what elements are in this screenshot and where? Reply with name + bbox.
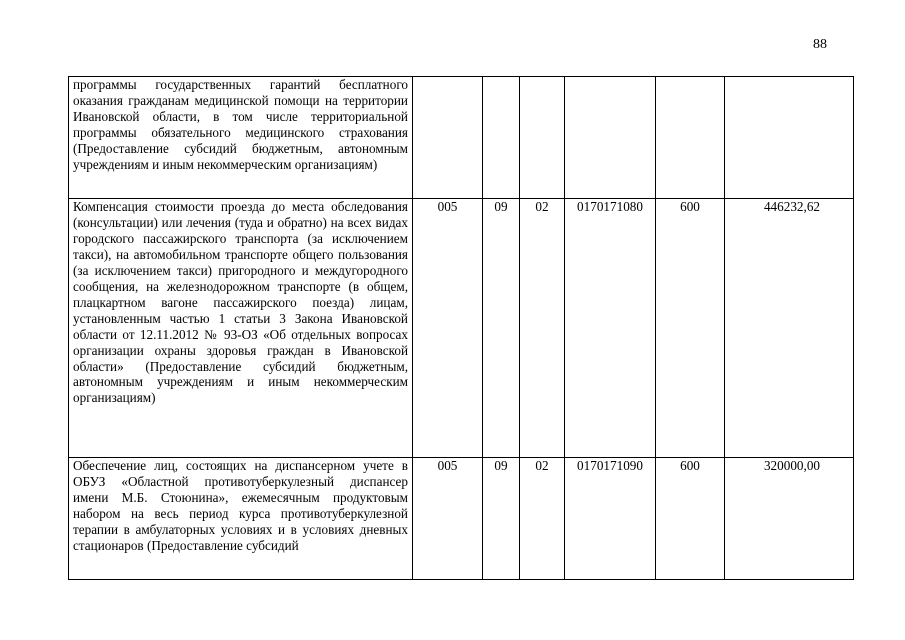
- budget-table: [68, 76, 854, 580]
- target-article-code: [565, 77, 656, 199]
- section-code: 09: [483, 458, 520, 580]
- expense-type-code: 600: [656, 199, 725, 458]
- table-row: [69, 77, 854, 199]
- section-code: 09: [483, 199, 520, 458]
- target-article-code: 0170171090: [565, 458, 656, 580]
- ministry-code: [413, 77, 483, 199]
- target-article-code: 0170171080: [565, 199, 656, 458]
- table-row: [69, 199, 854, 458]
- subsection-code: 02: [520, 199, 565, 458]
- page-number: 88: [813, 37, 827, 52]
- subsection-code: [520, 77, 565, 199]
- ministry-code: 005: [413, 458, 483, 580]
- subsection-code: 02: [520, 458, 565, 580]
- expense-type-code: [656, 77, 725, 199]
- ministry-code: 005: [413, 199, 483, 458]
- amount-value: 446232,62: [725, 199, 854, 458]
- row-description: программы государственных гарантий бесплатного оказания гражданам медицинской помощи на территории Ивановской области, в том числе территориальной программы обязательного медицинского страхования (Предоставление субсидий бюджетным, автономным учреждениям и иным некоммерческим организациям): [69, 77, 413, 199]
- table-row: [69, 458, 854, 580]
- amount-value: 320000,00: [725, 458, 854, 580]
- expense-type-code: 600: [656, 458, 725, 580]
- amount-value: [725, 77, 854, 199]
- row-description: Обеспечение лиц, состоящих на диспансерном учете в ОБУЗ «Областной противотуберкулезный диспансер имени М.Б. Стоюнина», ежемесячным продуктовым набором на весь период курса противотуберкулезной терапии в амбулаторных условиях и в условиях дневных стационаров (Предоставление субсидий: [69, 458, 413, 580]
- row-description: Компенсация стоимости проезда до места обследования (консультации) или лечения (туда и обратно) на всех видах городского пассажирского транспорта (за исключением такси), на автомобильном транспорте общего пользования (за исключением такси) пригородного и междугородного сообщения, на железнодорожном транспорте (в общем, плацкартном вагоне пассажирского поезда) лицам, установленным частью 1 статьи 3 Закона Ивановской области от 12.11.2012 № 93-ОЗ «Об отдельных вопросах организации охраны здоровья граждан в Ивановской области» (Предоставление субсидий бюджетным, автономным учреждениям и иным некоммерческим организациям): [69, 199, 413, 458]
- section-code: [483, 77, 520, 199]
